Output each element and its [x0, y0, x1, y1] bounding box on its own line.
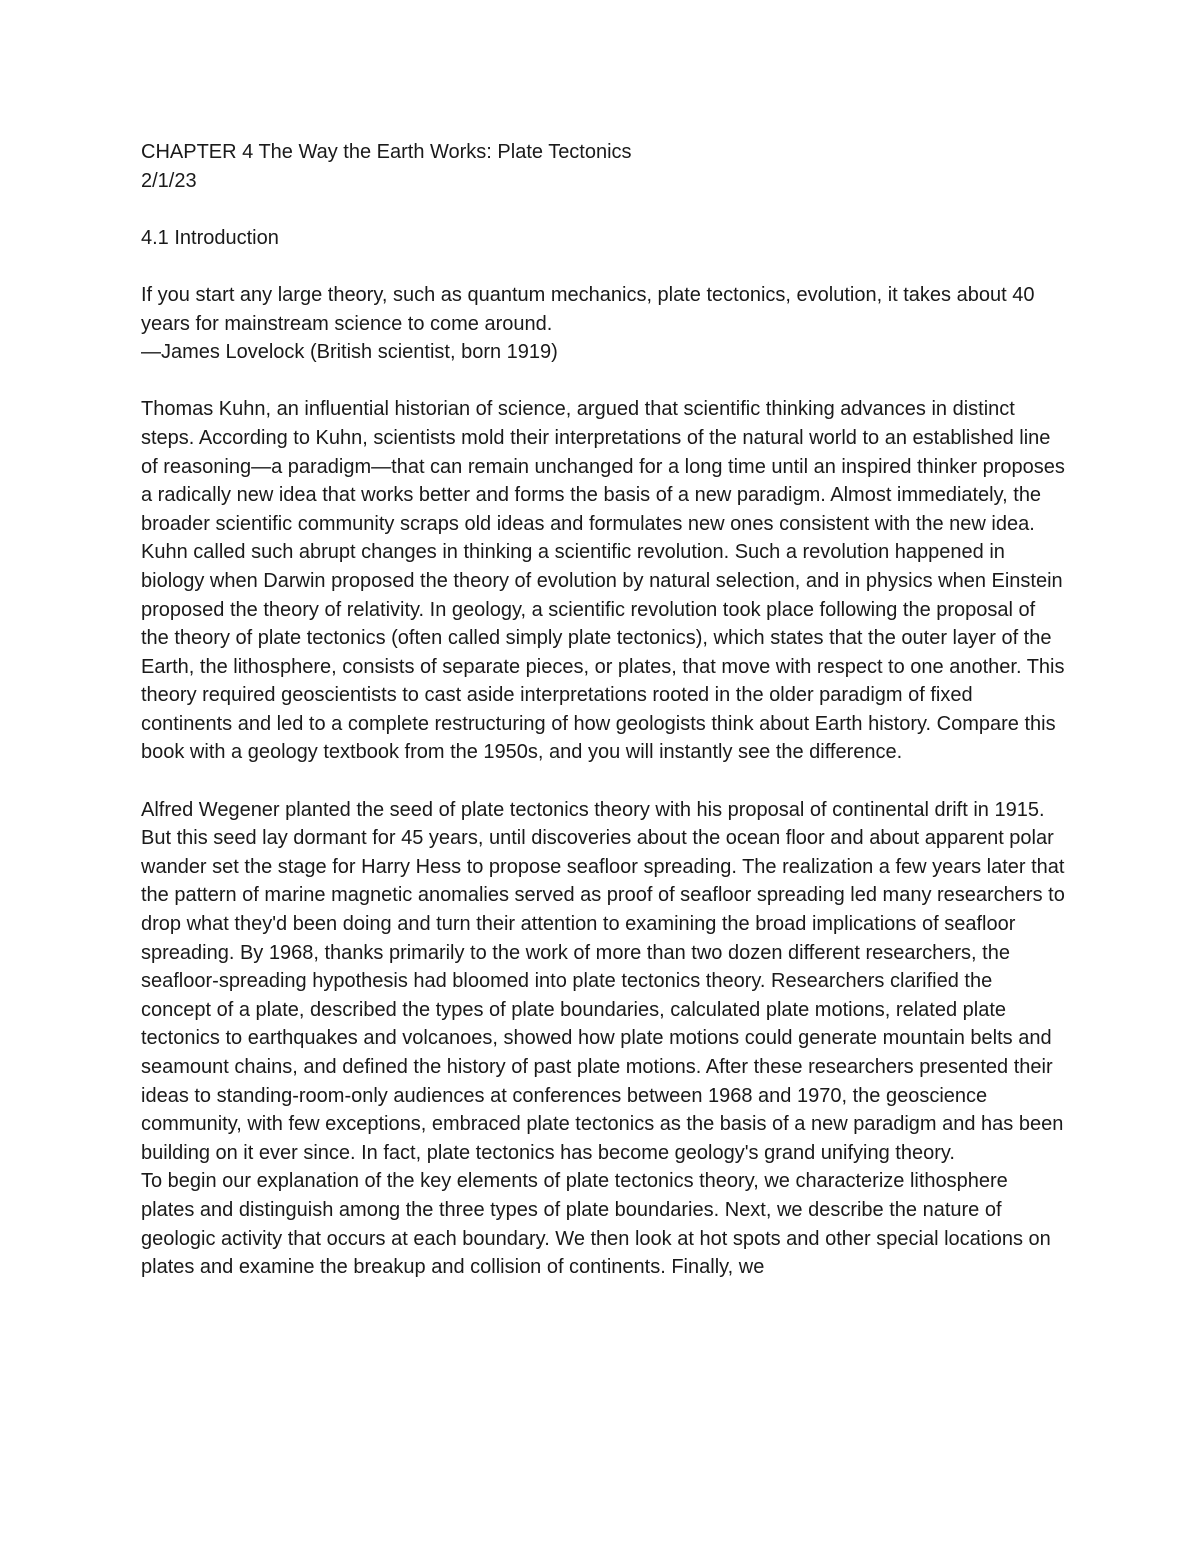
body-paragraph: Thomas Kuhn, an influential historian of science, argued that scientific thinking advances in distinct steps. According to Kuhn, scientists mold their interpretations of the natural world to an established line of reasoning—a paradigm—that can remain unchanged for a long time until an inspired thinker proposes a radically new idea that works better and forms the basis of a new paradigm. Almost immediately, the broader scientific community scraps old ideas and formulates new ones consistent with the new idea. Kuhn called such abrupt changes in thinking a scientific revolution. Such a revolution happened in biology when Darwin proposed the theory of evolution by natural selection, and in physics when Einstein proposed the theory of relativity. In geology, a scientific revolution took place following the proposal of the theory of plate tectonics (often called simply plate tectonics), which states that the outer layer of the Earth, the lithosphere, consists of separate pieces, or plates, that move with respect to one another. This theory required geoscientists to cast aside interpretations rooted in the older paradigm of fixed continents and led to a complete restructuring of how geologists think about Earth history. Compare this book with a geology textbook from the 1950s, and you will instantly see the difference. — [141, 398, 1065, 764]
spacer — [141, 252, 1066, 281]
spacer — [141, 767, 1066, 796]
document-date: 2/1/23 — [141, 169, 197, 192]
epigraph-attribution: —James Lovelock (British scientist, born 1919) — [141, 341, 558, 364]
body-paragraph: To begin our explanation of the key elements of plate tectonics theory, we characterize lithosphere plates and distinguish among the three types of plate boundaries. Next, we describe the nature of geologic activity that occurs at each boundary. We then look at hot spots and other special locations on plates and examine the breakup and collision of continents. Finally, we — [141, 1170, 1051, 1279]
epigraph-quote: If you start any large theory, such as quantum mechanics, plate tectonics, evolution, it takes about 40 years for mainstream science to come around. — [141, 283, 1035, 335]
section-heading: 4.1 Introduction — [141, 226, 279, 249]
spacer — [141, 367, 1066, 396]
body-paragraph: Alfred Wegener planted the seed of plate tectonics theory with his proposal of continental drift in 1915. But this seed lay dormant for 45 years, until discoveries about the ocean floor and about apparent polar wander set the stage for Harry Hess to propose seafloor spreading. The realization a few years later that the pattern of marine magnetic anomalies served as proof of seafloor spreading led many researchers to drop what they'd been doing and turn their attention to examining the broad implications of seafloor spreading. By 1968, thanks primarily to the work of more than two dozen different researchers, the seafloor-spreading hypothesis had bloomed into plate tectonics theory. Researchers clarified the concept of a plate, described the types of plate boundaries, calculated plate motions, related plate tectonics to earthquakes and volcanoes, showed how plate motions could generate mountain belts and seamount chains, and defined the history of past plate motions. After these researchers presented their ideas to standing-room-only audiences at conferences between 1968 and 1970, the geoscience community, with few exceptions, embraced plate tectonics as the basis of a new paradigm and has been building on it ever since. In fact, plate tectonics has become geology's grand unifying theory. — [141, 798, 1065, 1164]
spacer — [141, 195, 1066, 224]
chapter-title: CHAPTER 4 The Way the Earth Works: Plate Tectonics — [141, 141, 632, 163]
document-page — [141, 138, 1066, 1282]
